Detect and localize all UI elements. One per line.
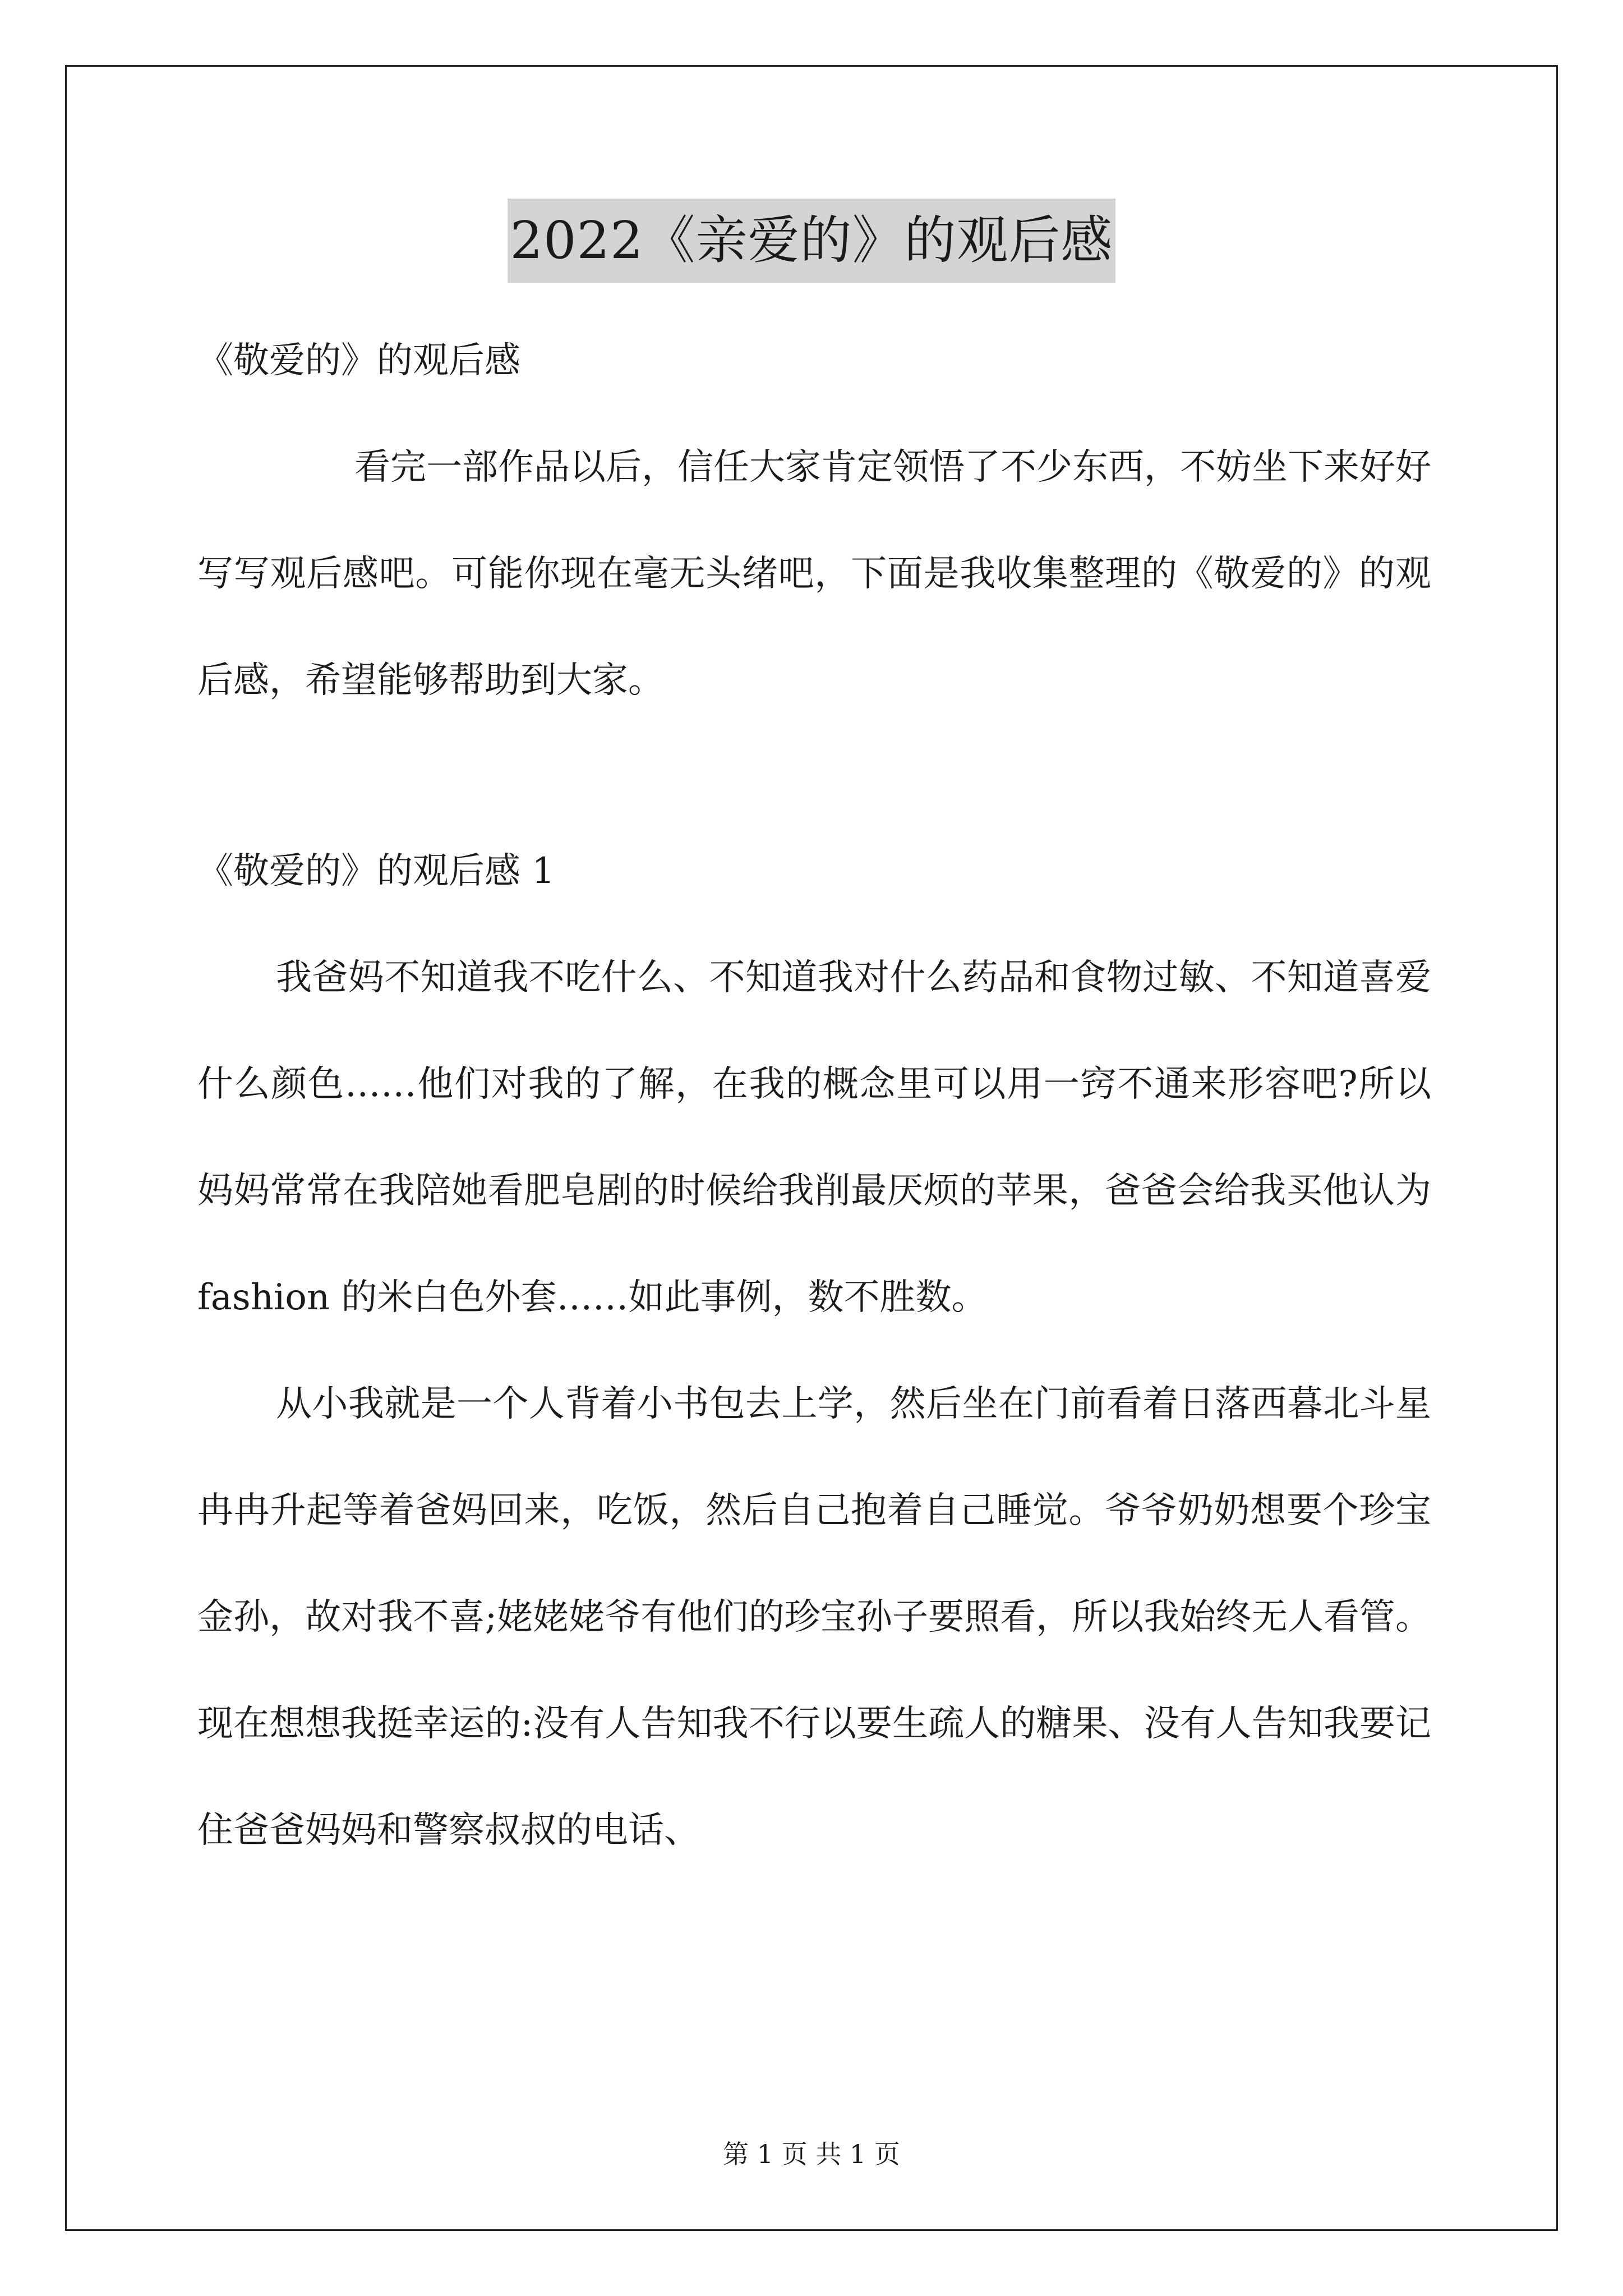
body-paragraph-2: 从小我就是一个人背着小书包去上学，然后坐在门前看着日落西暮北斗星冉冉升起等着爸妈回来，吃饭，然后自己抱着自己睡觉。爷爷奶奶想要个珍宝金孙，故对我不喜;姥姥姥爷有他们的珍宝孙子要照看，所以我始终无人看管。现在想想我挺幸运的:没有人告知我不行以要生疏人的糖果、没有人告知我要记住爸爸妈妈和警察叔叔的电话、 [197, 1383, 1431, 1851]
section-heading: 《敬爱的》的观后感 1 [197, 850, 555, 892]
section-spacer [197, 734, 1431, 818]
title-container [0, 199, 1623, 283]
page-footer: 第 1 页 共 1 页 [723, 2139, 900, 2169]
intro-subheading: 《敬爱的》的观后感 [197, 340, 520, 381]
body-paragraph-1: 我爸妈不知道我不吃什么、不知道我对什么药品和食物过敏、不知道喜爱什么颜色……他们对我的了解，在我的概念里可以用一窍不通来形容吧?所以妈妈常常在我陪她看肥皂剧的时候给我削最厌烦的苹果，爸爸会给我买他认为 fashion 的米白色外套……如此事例，数不胜数。 [197, 957, 1431, 1318]
document-body [197, 307, 1431, 1884]
document-title: 2022《亲爱的》的观后感 [508, 199, 1115, 283]
intro-paragraph: 看完一部作品以后，信任大家肯定领悟了不少东西，不妨坐下来好好写写观后感吧。可能你现在毫无头绪吧，下面是我收集整理的《敬爱的》的观后感，希望能够帮助到大家。 [197, 447, 1431, 701]
